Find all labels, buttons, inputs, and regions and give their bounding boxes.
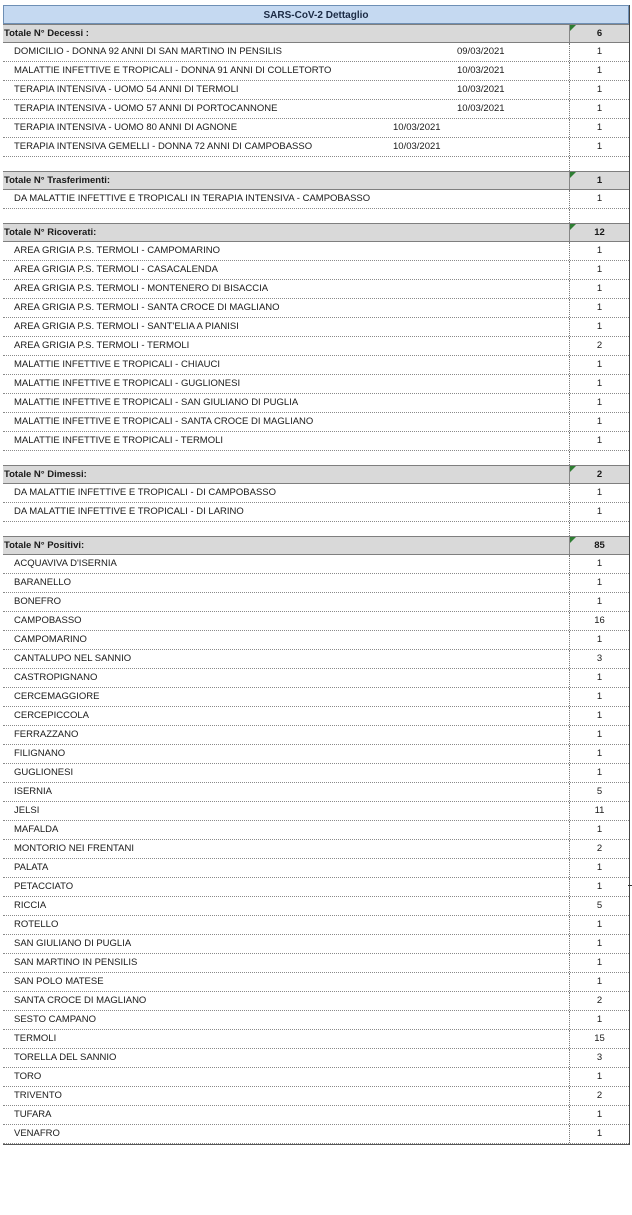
row-label: MALATTIE INFETTIVE E TROPICALI - GUGLIONESI — [14, 378, 241, 389]
row-value: 1 — [569, 1106, 629, 1124]
comment-marker-icon — [570, 537, 576, 543]
table-row — [3, 574, 629, 593]
table-row — [3, 413, 629, 432]
row-date: 09/03/2021 — [457, 46, 505, 57]
table-bottom-border — [3, 1144, 629, 1145]
row-value: 1 — [569, 1011, 629, 1029]
row-label: DA MALATTIE INFETTIVE E TROPICALI - DI CAMPOBASSO — [14, 487, 277, 498]
row-label: BONEFRO — [14, 596, 61, 607]
row-label: JELSI — [14, 805, 40, 816]
row-value: 1 — [569, 954, 629, 972]
row-value: 1 — [569, 432, 629, 450]
row-label: MALATTIE INFETTIVE E TROPICALI - DONNA 91 ANNI DI COLLETORTO — [14, 65, 332, 76]
table-row — [3, 1125, 629, 1144]
row-value: 1 — [569, 138, 629, 156]
table-row — [3, 190, 629, 209]
row-value: 11 — [569, 802, 629, 820]
section-title: Totale N° Trasferimenti: — [4, 175, 111, 186]
row-label: PALATA — [14, 862, 49, 873]
table-row — [3, 1106, 629, 1125]
row-label: SAN POLO MATESE — [14, 976, 104, 987]
row-label: AREA GRIGIA P.S. TERMOLI - SANTA CROCE DI MAGLIANO — [14, 302, 280, 313]
row-value: 5 — [569, 897, 629, 915]
table-row — [3, 688, 629, 707]
row-label: MALATTIE INFETTIVE E TROPICALI - TERMOLI — [14, 435, 224, 446]
row-label: MALATTIE INFETTIVE E TROPICALI - CHIAUCI — [14, 359, 221, 370]
row-value: 1 — [569, 375, 629, 393]
edge-tick — [628, 885, 632, 886]
row-label: BARANELLO — [14, 577, 72, 588]
spacer-cell — [569, 451, 629, 465]
comment-marker-icon — [570, 25, 576, 31]
row-label: MALATTIE INFETTIVE E TROPICALI - SAN GIULIANO DI PUGLIA — [14, 397, 299, 408]
row-value: 1 — [569, 707, 629, 725]
spacer-cell — [569, 209, 629, 223]
section-title: Totale N° Positivi: — [4, 540, 85, 551]
row-value: 1 — [569, 62, 629, 80]
row-value: 1 — [569, 631, 629, 649]
table-row — [3, 631, 629, 650]
table-row — [3, 1030, 629, 1049]
table-row — [3, 356, 629, 375]
table-row — [3, 100, 629, 119]
row-value: 1 — [569, 878, 629, 896]
row-label: TUFARA — [14, 1109, 52, 1120]
row-label: RICCIA — [14, 900, 47, 911]
row-date: 10/03/2021 — [457, 103, 505, 114]
row-label: AREA GRIGIA P.S. TERMOLI - CASACALENDA — [14, 264, 218, 275]
row-value: 1 — [569, 1068, 629, 1086]
table-row — [3, 821, 629, 840]
row-value: 2 — [569, 840, 629, 858]
row-value: 15 — [569, 1030, 629, 1048]
table-row — [3, 840, 629, 859]
section-title: Totale N° Decessi : — [4, 28, 89, 39]
row-value: 1 — [569, 574, 629, 592]
row-value: 1 — [569, 821, 629, 839]
row-date: 10/03/2021 — [457, 84, 505, 95]
section-total: 85 — [569, 537, 629, 554]
table-row — [3, 1049, 629, 1068]
row-label: SAN GIULIANO DI PUGLIA — [14, 938, 132, 949]
table-row — [3, 954, 629, 973]
row-label: CERCEPICCOLA — [14, 710, 89, 721]
table-row — [3, 783, 629, 802]
spacer-cell — [569, 157, 629, 171]
table-row — [3, 280, 629, 299]
row-value: 1 — [569, 764, 629, 782]
spacer-row — [3, 522, 629, 536]
row-value: 1 — [569, 669, 629, 687]
row-label: CERCEMAGGIORE — [14, 691, 100, 702]
sheet-body — [3, 24, 629, 1145]
table-row — [3, 669, 629, 688]
row-label: ISERNIA — [14, 786, 53, 797]
table-row — [3, 318, 629, 337]
row-label: SANTA CROCE DI MAGLIANO — [14, 995, 147, 1006]
row-date: 10/03/2021 — [393, 122, 441, 133]
table-row — [3, 119, 629, 138]
section-title: Totale N° Dimessi: — [4, 469, 87, 480]
row-label: MALATTIE INFETTIVE E TROPICALI - SANTA CROCE DI MAGLIANO — [14, 416, 314, 427]
table-row — [3, 878, 629, 897]
table-row — [3, 62, 629, 81]
row-label: SESTO CAMPANO — [14, 1014, 96, 1025]
row-label: TORO — [14, 1071, 42, 1082]
row-label: CANTALUPO NEL SANNIO — [14, 653, 132, 664]
row-value: 1 — [569, 593, 629, 611]
row-value: 1 — [569, 859, 629, 877]
section-header — [3, 223, 629, 242]
row-value: 1 — [569, 973, 629, 991]
row-value: 1 — [569, 413, 629, 431]
comment-marker-icon — [570, 466, 576, 472]
row-label: MAFALDA — [14, 824, 59, 835]
row-label: CASTROPIGNANO — [14, 672, 98, 683]
row-value: 1 — [569, 280, 629, 298]
row-label: FERRAZZANO — [14, 729, 79, 740]
row-label: DOMICILIO - DONNA 92 ANNI DI SAN MARTINO IN PENSILIS — [14, 46, 282, 57]
row-value: 1 — [569, 299, 629, 317]
table-row — [3, 1011, 629, 1030]
table-row — [3, 992, 629, 1011]
table-row — [3, 612, 629, 631]
section-header — [3, 465, 629, 484]
row-label: AREA GRIGIA P.S. TERMOLI - CAMPOMARINO — [14, 245, 221, 256]
row-value: 1 — [569, 935, 629, 953]
row-label: CAMPOMARINO — [14, 634, 87, 645]
row-value: 1 — [569, 100, 629, 118]
report-sheet — [3, 5, 630, 1145]
section-title: Totale N° Ricoverati: — [4, 227, 97, 238]
table-row — [3, 859, 629, 878]
row-label: AREA GRIGIA P.S. TERMOLI - MONTENERO DI BISACCIA — [14, 283, 269, 294]
row-value: 1 — [569, 916, 629, 934]
row-label: TERMOLI — [14, 1033, 57, 1044]
section-header — [3, 536, 629, 555]
table-row — [3, 802, 629, 821]
row-value: 1 — [569, 190, 629, 208]
row-value: 1 — [569, 356, 629, 374]
comment-marker-icon — [570, 224, 576, 230]
sheet-title: SARS-CoV-2 Dettaglio — [3, 5, 629, 24]
row-label: ACQUAVIVA D'ISERNIA — [14, 558, 117, 569]
section-header — [3, 171, 629, 190]
row-value: 1 — [569, 1125, 629, 1143]
table-row — [3, 650, 629, 669]
row-value: 2 — [569, 337, 629, 355]
row-date: 10/03/2021 — [393, 141, 441, 152]
row-value: 1 — [569, 726, 629, 744]
row-value: 2 — [569, 1087, 629, 1105]
row-value: 1 — [569, 119, 629, 137]
row-label: TORELLA DEL SANNIO — [14, 1052, 117, 1063]
table-row — [3, 593, 629, 612]
row-label: ROTELLO — [14, 919, 59, 930]
row-value: 1 — [569, 318, 629, 336]
table-row — [3, 555, 629, 574]
row-label: CAMPOBASSO — [14, 615, 82, 626]
row-value: 1 — [569, 394, 629, 412]
table-row — [3, 726, 629, 745]
row-label: PETACCIATO — [14, 881, 74, 892]
table-row — [3, 1068, 629, 1087]
row-label: AREA GRIGIA P.S. TERMOLI - TERMOLI — [14, 340, 190, 351]
row-value: 1 — [569, 43, 629, 61]
row-label: TERAPIA INTENSIVA - UOMO 54 ANNI DI TERMOLI — [14, 84, 239, 95]
table-row — [3, 916, 629, 935]
section-total: 2 — [569, 466, 629, 483]
table-row — [3, 394, 629, 413]
table-row — [3, 935, 629, 954]
table-row — [3, 138, 629, 157]
table-row — [3, 484, 629, 503]
section-total: 6 — [569, 25, 629, 42]
row-label: TERAPIA INTENSIVA GEMELLI - DONNA 72 ANNI DI CAMPOBASSO — [14, 141, 313, 152]
spacer-row — [3, 451, 629, 465]
table-row — [3, 81, 629, 100]
row-label: MONTORIO NEI FRENTANI — [14, 843, 134, 854]
row-label: FILIGNANO — [14, 748, 66, 759]
table-row — [3, 897, 629, 916]
row-value: 3 — [569, 1049, 629, 1067]
row-value: 1 — [569, 242, 629, 260]
row-label: AREA GRIGIA P.S. TERMOLI - SANT'ELIA A PIANISI — [14, 321, 239, 332]
row-label: TERAPIA INTENSIVA - UOMO 80 ANNI DI AGNONE — [14, 122, 238, 133]
table-row — [3, 745, 629, 764]
table-row — [3, 503, 629, 522]
row-value: 2 — [569, 992, 629, 1010]
row-value: 3 — [569, 650, 629, 668]
section-total: 1 — [569, 172, 629, 189]
row-label: GUGLIONESI — [14, 767, 74, 778]
row-value: 1 — [569, 81, 629, 99]
table-row — [3, 242, 629, 261]
row-label: TERAPIA INTENSIVA - UOMO 57 ANNI DI PORTOCANNONE — [14, 103, 278, 114]
row-value: 5 — [569, 783, 629, 801]
table-row — [3, 764, 629, 783]
row-label: DA MALATTIE INFETTIVE E TROPICALI - DI LARINO — [14, 506, 244, 517]
row-label: SAN MARTINO IN PENSILIS — [14, 957, 138, 968]
spacer-row — [3, 157, 629, 171]
row-value: 1 — [569, 555, 629, 573]
row-value: 1 — [569, 261, 629, 279]
table-row — [3, 337, 629, 356]
spacer-row — [3, 209, 629, 223]
row-value: 1 — [569, 503, 629, 521]
section-total: 12 — [569, 224, 629, 241]
row-value: 16 — [569, 612, 629, 630]
row-label: VENAFRO — [14, 1128, 60, 1139]
row-value: 1 — [569, 745, 629, 763]
row-value: 1 — [569, 484, 629, 502]
table-row — [3, 299, 629, 318]
table-row — [3, 973, 629, 992]
row-value: 1 — [569, 688, 629, 706]
spacer-cell — [569, 522, 629, 536]
table-row — [3, 707, 629, 726]
table-row — [3, 43, 629, 62]
row-label: DA MALATTIE INFETTIVE E TROPICALI IN TERAPIA INTENSIVA - CAMPOBASSO — [14, 193, 371, 204]
table-row — [3, 432, 629, 451]
table-row — [3, 261, 629, 280]
comment-marker-icon — [570, 172, 576, 178]
row-date: 10/03/2021 — [457, 65, 505, 76]
table-row — [3, 1087, 629, 1106]
row-label: TRIVENTO — [14, 1090, 62, 1101]
table-row — [3, 375, 629, 394]
section-header — [3, 24, 629, 43]
